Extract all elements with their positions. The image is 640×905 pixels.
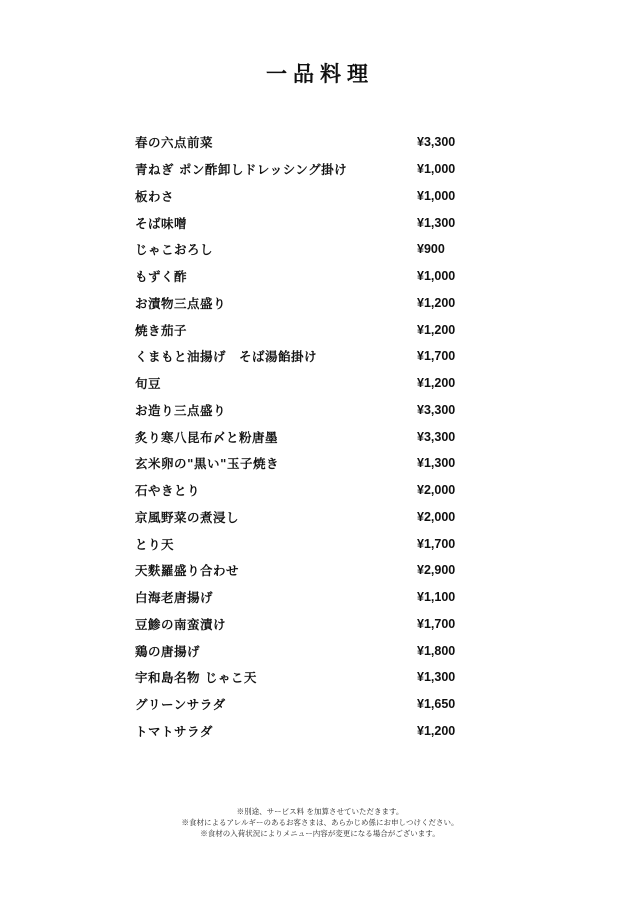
menu-item bbox=[135, 530, 465, 557]
menu-item-name: 石やきとり bbox=[135, 483, 201, 499]
menu-item-price: ¥1,200 bbox=[417, 376, 456, 391]
menu-item-price: ¥1,650 bbox=[417, 697, 456, 712]
menu-item-name: 板わさ bbox=[135, 188, 175, 204]
footer-note-menu-change: ※食材の入荷状況によりメニュー内容が変更になる場合がございます。 bbox=[200, 829, 440, 838]
footer-note-service-charge: ※別途、サービス料 を加算させていただきます。 bbox=[236, 807, 404, 816]
menu-list bbox=[135, 129, 465, 744]
menu-item bbox=[135, 691, 465, 718]
menu-item-name: 宇和島名物 じゃこ天 bbox=[135, 670, 257, 686]
menu-item bbox=[135, 183, 465, 210]
menu-item-name: お造り三点盛り bbox=[135, 402, 227, 418]
menu-item-name: 旬豆 bbox=[135, 376, 162, 392]
menu-item bbox=[135, 557, 465, 584]
menu-item-name: 鶏の唐揚げ bbox=[135, 643, 201, 659]
menu-item-price: ¥1,300 bbox=[417, 215, 456, 230]
menu-item-price: ¥3,300 bbox=[417, 429, 456, 444]
menu-item-name: 春の六点前菜 bbox=[135, 135, 214, 151]
menu-item bbox=[135, 236, 465, 263]
menu-item bbox=[135, 584, 465, 611]
menu-item-name: 玄米卵の"黒い"玉子焼き bbox=[135, 456, 280, 472]
menu-item bbox=[135, 504, 465, 531]
menu-item-price: ¥2,900 bbox=[417, 563, 456, 578]
menu-item bbox=[135, 397, 465, 424]
menu-item bbox=[135, 316, 465, 343]
menu-item-price: ¥1,300 bbox=[417, 670, 456, 685]
footer-note-allergy: ※食材によるアレルギーのあるお客さまは、あらかじめ係にお申しつけください。 bbox=[181, 818, 459, 827]
menu-item-name: そば味噌 bbox=[135, 215, 188, 231]
menu-item-name: お漬物三点盛り bbox=[135, 295, 227, 311]
menu-item-price: ¥900 bbox=[417, 242, 445, 257]
menu-item bbox=[135, 611, 465, 638]
menu-item bbox=[135, 664, 465, 691]
menu-item bbox=[135, 370, 465, 397]
menu-item-price: ¥1,000 bbox=[417, 162, 456, 177]
menu-item-name: グリーンサラダ bbox=[135, 697, 226, 713]
menu-item-name: 天麩羅盛り合わせ bbox=[135, 563, 240, 579]
menu-item-name: 青ねぎ ポン酢卸しドレッシング掛け bbox=[135, 162, 348, 178]
menu-item bbox=[135, 129, 465, 156]
menu-item bbox=[135, 209, 465, 236]
menu-item-price: ¥2,000 bbox=[417, 483, 456, 498]
menu-item-price: ¥1,100 bbox=[417, 590, 456, 605]
menu-item-price: ¥1,700 bbox=[417, 349, 456, 364]
menu-item bbox=[135, 637, 465, 664]
menu-item bbox=[135, 343, 465, 370]
menu-item bbox=[135, 450, 465, 477]
menu-item-name: 京風野菜の煮浸し bbox=[135, 509, 240, 525]
menu-item-name: くまもと油揚げ そば湯餡掛け bbox=[135, 349, 318, 365]
menu-item-price: ¥1,000 bbox=[417, 269, 456, 284]
menu-item-price: ¥1,200 bbox=[417, 322, 456, 337]
menu-item-name: 炙り寒八昆布〆と粉唐墨 bbox=[135, 429, 279, 445]
menu-item bbox=[135, 718, 465, 745]
menu-item-name: じゃこおろし bbox=[135, 242, 214, 258]
menu-item bbox=[135, 477, 465, 504]
menu-item-price: ¥1,000 bbox=[417, 188, 456, 203]
menu-item-price: ¥2,000 bbox=[417, 509, 456, 524]
menu-item-price: ¥1,700 bbox=[417, 536, 456, 551]
menu-item-price: ¥1,200 bbox=[417, 723, 456, 738]
menu-item-price: ¥3,300 bbox=[417, 402, 456, 417]
menu-item-price: ¥3,300 bbox=[417, 135, 456, 150]
menu-item bbox=[135, 423, 465, 450]
menu-item-name: とり天 bbox=[135, 536, 175, 552]
menu-item-name: 豆鯵の南蛮漬け bbox=[135, 616, 227, 632]
menu-item bbox=[135, 263, 465, 290]
menu-item-name: トマトサラダ bbox=[135, 723, 213, 739]
menu-item-name: もずく酢 bbox=[135, 269, 188, 285]
menu-item-price: ¥1,200 bbox=[417, 295, 456, 310]
page-title: 一品料理 bbox=[266, 61, 374, 86]
menu-item-name: 焼き茄子 bbox=[135, 322, 188, 338]
menu-item-price: ¥1,700 bbox=[417, 616, 456, 631]
menu-item-name: 白海老唐揚げ bbox=[135, 590, 214, 606]
menu-item-price: ¥1,300 bbox=[417, 456, 456, 471]
menu-item bbox=[135, 290, 465, 317]
menu-item-price: ¥1,800 bbox=[417, 643, 456, 658]
menu-item bbox=[135, 156, 465, 183]
footer-notes bbox=[0, 806, 640, 839]
